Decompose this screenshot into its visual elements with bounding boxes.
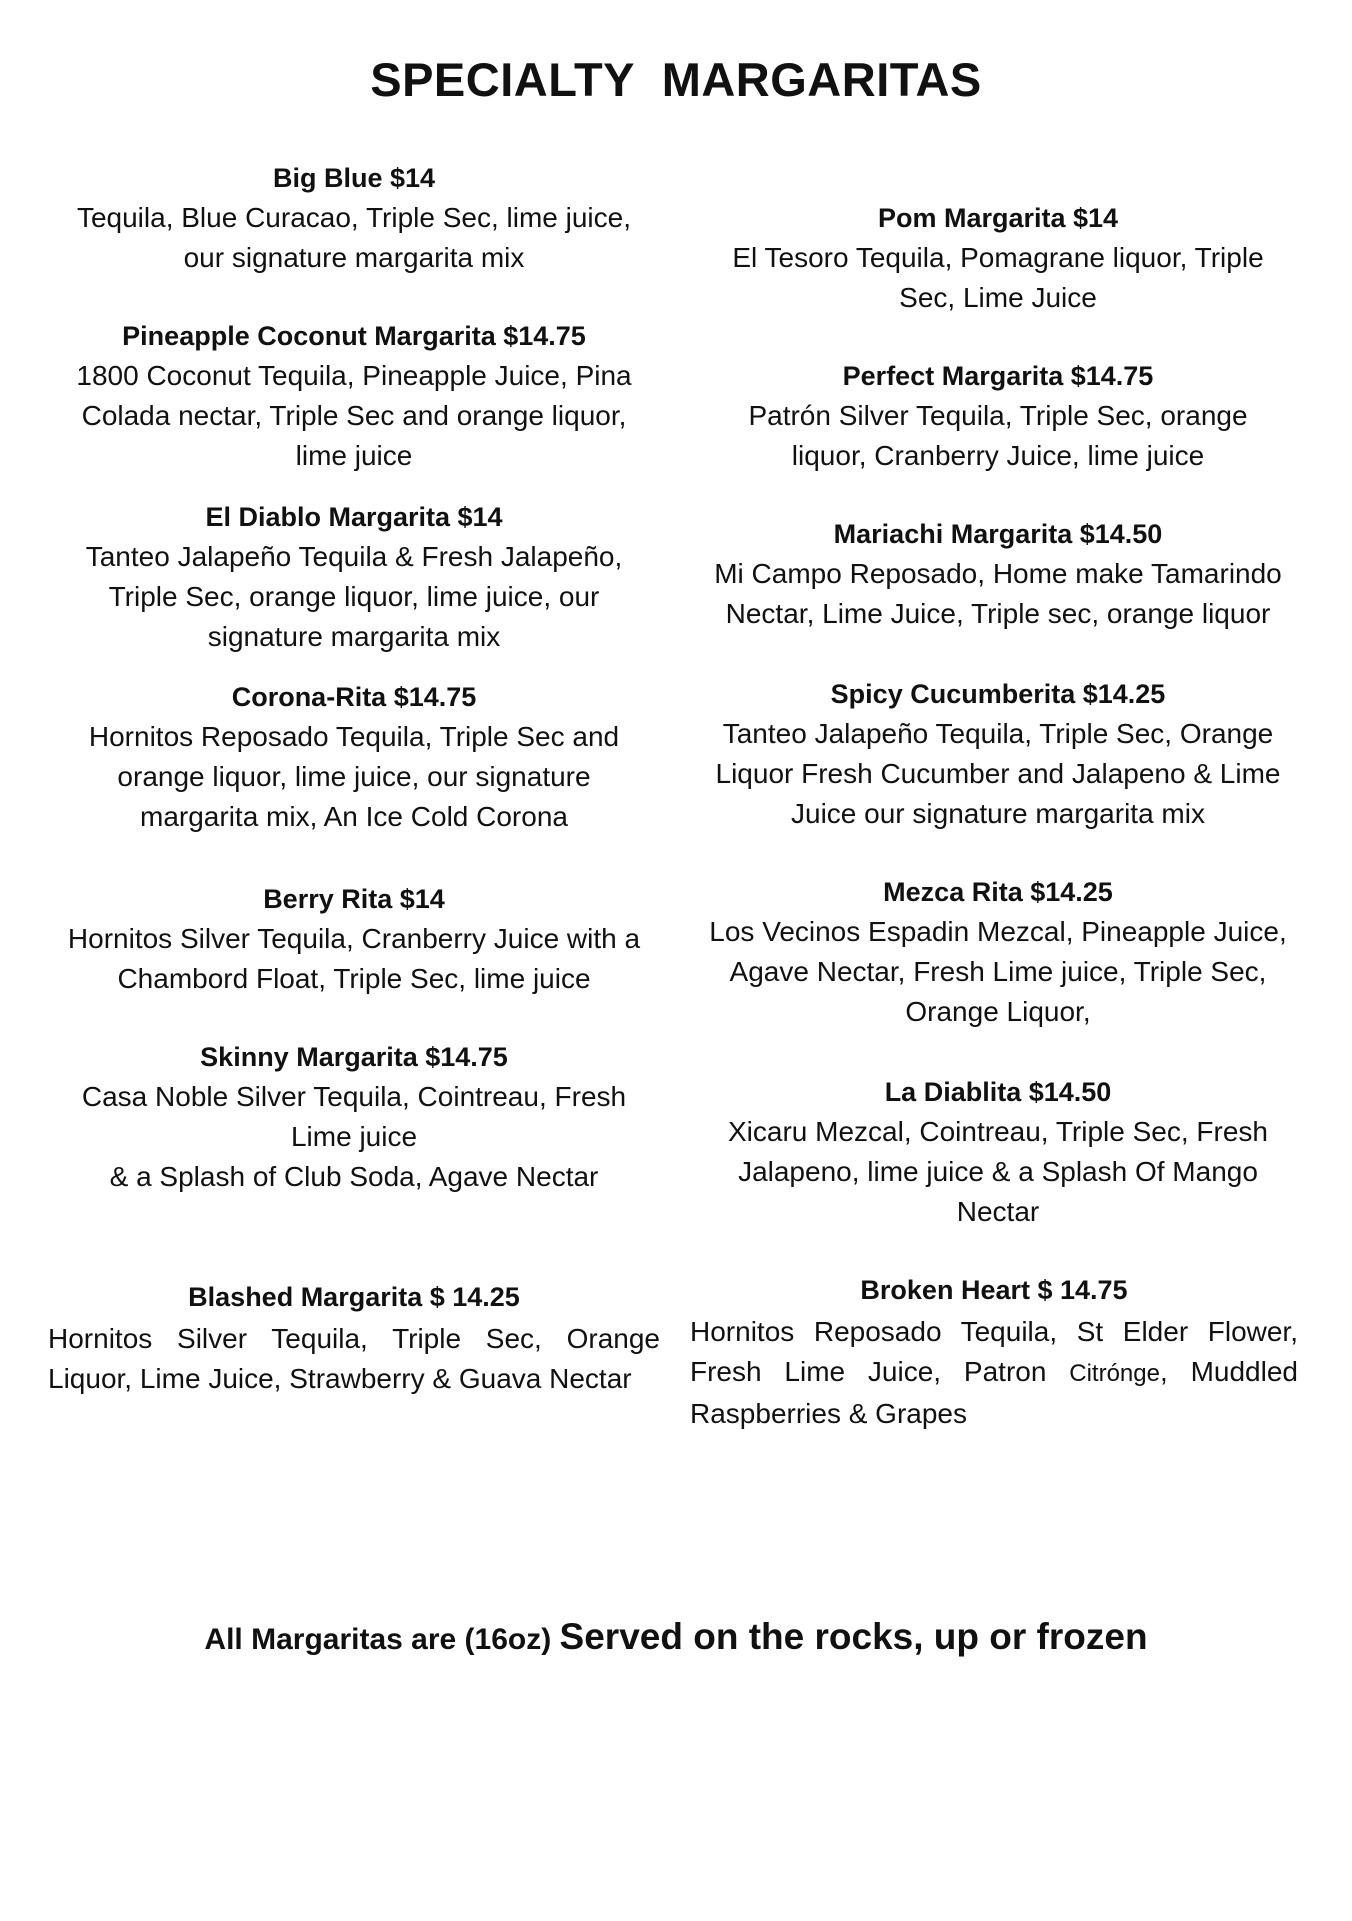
item-description: Hornitos Silver Tequila, Triple Sec, Orange Liquor, Lime Juice, Strawberry & Guava Nectar [48,1323,660,1394]
item-description: Hornitos Silver Tequila, Cranberry Juice with a Chambord Float, Triple Sec, lime juice [67,923,641,994]
item-name: Pineapple Coconut Margarita $14.75 [122,321,586,351]
menu-item-skinny-margarita [44,1037,664,1197]
item-name: Spicy Cucumberita $14.25 [830,679,1166,709]
menu-item-berry-rita [44,879,664,999]
menu-item-blashed-margarita [48,1277,660,1399]
item-description-part: , Muddled Raspberries & Grapes [690,1356,1298,1429]
item-description: Tequila, Blue Curacao, Triple Sec, lime juice, our signature margarita mix [76,202,632,273]
serving-note-size: All Margaritas are (16oz) [204,1623,560,1656]
item-name: Skinny Margarita $14.75 [200,1042,508,1072]
menu-item-el-diablo [44,497,664,657]
item-name: Blashed Margarita $ 14.25 [188,1282,520,1312]
item-description: Los Vecinos Espadin Mezcal, Pineapple Juice, Agave Nectar, Fresh Lime juice, Triple Sec, Orange Liquor, [709,916,1287,1027]
item-name: Mariachi Margarita $14.50 [833,519,1163,549]
item-name: Broken Heart $ 14.75 [860,1275,1128,1305]
serving-note [0,1616,1352,1658]
item-description: El Tesoro Tequila, Pomagrane liquor, Triple Sec, Lime Juice [732,242,1264,313]
menu-item-mezca-rita [688,872,1308,1032]
menu-item-broken-heart [690,1270,1298,1434]
item-description: Casa Noble Silver Tequila, Cointreau, Fresh Lime juice & a Splash of Club Soda, Agave Nectar [81,1081,627,1192]
menu-item-big-blue [44,158,664,278]
item-description: Xicaru Mezcal, Cointreau, Triple Sec, Fresh Jalapeno, lime juice & a Splash Of Mango Nectar [728,1116,1268,1227]
menu-item-pom-margarita [688,198,1308,318]
page-title: SPECIALTY MARGARITAS [370,53,982,106]
item-name: Corona-Rita $14.75 [231,682,477,712]
item-name: Berry Rita $14 [263,884,445,914]
serving-note-options: Served on the rocks, up or frozen [559,1616,1148,1657]
item-name: Perfect Margarita $14.75 [842,361,1154,391]
item-description: 1800 Coconut Tequila, Pineapple Juice, Pina Colada nectar, Triple Sec and orange liquor, lime juice [76,360,632,471]
item-name: Pom Margarita $14 [877,203,1119,233]
menu-item-mariachi-margarita [688,514,1308,634]
item-description-citronge: Citrónge [1069,1360,1160,1387]
item-description: Hornitos Reposado Tequila, Triple Sec and orange liquor, lime juice, our signature margarita mix, An Ice Cold Corona [88,721,620,832]
menu-item-pineapple-coconut [44,316,664,476]
item-name: Big Blue $14 [272,163,436,193]
menu-item-perfect-margarita [688,356,1308,476]
menu-item-corona-rita [44,677,664,837]
item-description: Patrón Silver Tequila, Triple Sec, orange liquor, Cranberry Juice, lime juice [748,400,1248,471]
item-description: Mi Campo Reposado, Home make Tamarindo Nectar, Lime Juice, Triple sec, orange liquor [714,558,1282,629]
item-description-part: Hornitos Reposado Tequila, St Elder Flower, Fresh Lime Juice, Patron [690,1316,1298,1387]
menu-item-spicy-cucumberita [688,674,1308,834]
item-name: La Diablita $14.50 [884,1077,1112,1107]
item-description: Tanteo Jalapeño Tequila & Fresh Jalapeño, Triple Sec, orange liquor, lime juice, our signature margarita mix [85,541,623,652]
item-description: Tanteo Jalapeño Tequila, Triple Sec, Orange Liquor Fresh Cucumber and Jalapeno & Lime Juice our signature margarita mix [715,718,1281,829]
item-name: Mezca Rita $14.25 [883,877,1113,907]
menu-item-la-diablita [688,1072,1308,1232]
item-name: El Diablo Margarita $14 [205,502,503,532]
item-description [690,1312,1298,1434]
